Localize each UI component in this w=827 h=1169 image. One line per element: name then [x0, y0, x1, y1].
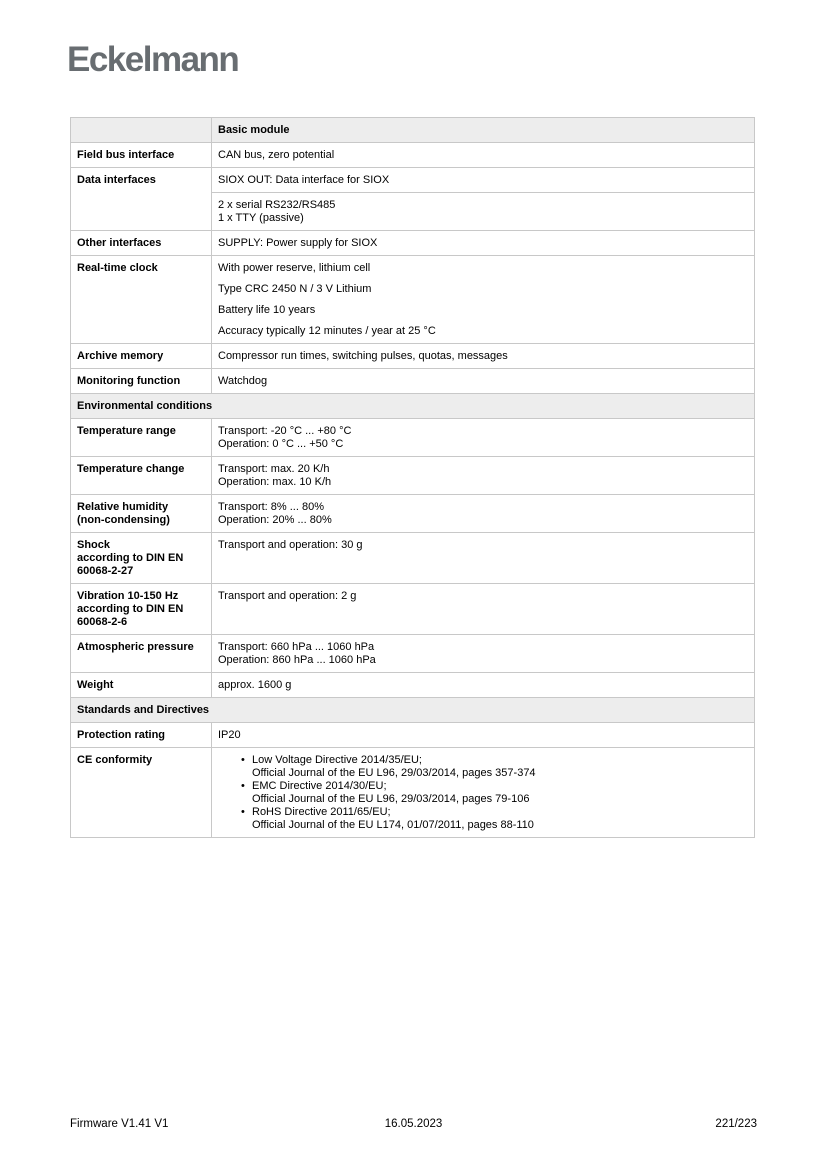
table-row-relative-humidity	[71, 495, 755, 533]
page-footer	[70, 1118, 757, 1130]
row-label: Real-time clock	[71, 256, 212, 344]
label-line: 60068-2-27	[77, 565, 134, 577]
table-row-temperature-change	[71, 457, 755, 495]
table-row-vibration	[71, 584, 755, 635]
row-label: Monitoring function	[71, 369, 212, 394]
table-row-other-interfaces	[71, 231, 755, 256]
table-row-monitoring-function	[71, 369, 755, 394]
row-value: SUPPLY: Power supply for SIOX	[212, 231, 755, 256]
table-row-data-interfaces	[71, 168, 755, 193]
row-label: Archive memory	[71, 344, 212, 369]
label-line: according to DIN EN	[77, 603, 184, 615]
table-row-protection-rating	[71, 723, 755, 748]
row-label	[71, 495, 212, 533]
value-line: Transport: 8% ... 80%	[218, 501, 324, 513]
value-paragraph: Accuracy typically 12 minutes / year at 25 °C	[218, 325, 436, 337]
bullet-line: Official Journal of the EU L174, 01/07/2011, pages 88-110	[252, 819, 534, 831]
table-header-row	[71, 118, 755, 143]
value-line: 2 x serial RS232/RS485	[218, 199, 336, 211]
bullet-line: Official Journal of the EU L96, 29/03/2014, pages 79-106	[252, 793, 530, 805]
value-line: Operation: 20% ... 80%	[218, 514, 332, 526]
label-line: Relative humidity	[77, 501, 169, 513]
list-item	[241, 806, 748, 832]
table-row-archive-memory	[71, 344, 755, 369]
table-header-empty-cell	[71, 118, 212, 143]
row-value	[212, 635, 755, 673]
bullet-line: • EMC Directive 2014/30/EU;	[252, 780, 387, 792]
value-line: Operation: 0 °C ... +50 °C	[218, 438, 344, 450]
bullet-line: • Low Voltage Directive 2014/35/EU;	[252, 754, 422, 766]
row-value	[212, 748, 755, 838]
bullet-line: Official Journal of the EU L96, 29/03/2014, pages 357-374	[252, 767, 536, 779]
value-line: Transport: 660 hPa ... 1060 hPa	[218, 641, 375, 653]
spec-table	[70, 117, 755, 838]
list-item	[241, 754, 748, 780]
table-row-weight	[71, 673, 755, 698]
table-row-ce-conformity	[71, 748, 755, 838]
row-value: Transport and operation: 30 g	[212, 533, 755, 584]
footer-page-number: 221/223	[715, 1118, 757, 1130]
row-value: approx. 1600 g	[212, 673, 755, 698]
table-header-basic-module: Basic module	[212, 118, 755, 143]
row-label: Temperature change	[71, 457, 212, 495]
section-row-standards-and-directives	[71, 698, 755, 723]
value-line: 1 x TTY (passive)	[218, 212, 304, 224]
row-value	[212, 193, 755, 231]
section-row-environmental-conditions	[71, 394, 755, 419]
row-label: Field bus interface	[71, 143, 212, 168]
brand-logo: Eckelmann	[67, 40, 239, 79]
row-label: Temperature range	[71, 419, 212, 457]
row-value	[212, 457, 755, 495]
ce-directives-list	[241, 754, 748, 832]
label-line: (non-condensing)	[77, 514, 170, 526]
value-line: Operation: max. 10 K/h	[218, 476, 332, 488]
list-item	[241, 780, 748, 806]
row-value	[212, 256, 755, 344]
label-line: according to DIN EN	[77, 552, 184, 564]
row-value	[212, 419, 755, 457]
value-line: Transport: max. 20 K/h	[218, 463, 330, 475]
table-row-shock	[71, 533, 755, 584]
label-line: Shock	[77, 539, 111, 551]
label-line: 60068-2-6	[77, 616, 128, 628]
row-label: Atmospheric pressure	[71, 635, 212, 673]
table-row-atmospheric-pressure	[71, 635, 755, 673]
bullet-line: • RoHS Directive 2011/65/EU;	[252, 806, 391, 818]
footer-firmware-version: Firmware V1.41 V1	[70, 1118, 169, 1130]
row-label: CE conformity	[71, 748, 212, 838]
section-title: Standards and Directives	[71, 698, 755, 723]
value-paragraph: Type CRC 2450 N / 3 V Lithium	[218, 283, 372, 295]
value-paragraph: Battery life 10 years	[218, 304, 316, 316]
table-row-field-bus-interface	[71, 143, 755, 168]
row-value: CAN bus, zero potential	[212, 143, 755, 168]
row-label	[71, 584, 212, 635]
row-value: Transport and operation: 2 g	[212, 584, 755, 635]
row-label: Weight	[71, 673, 212, 698]
row-label: Data interfaces	[71, 168, 212, 231]
row-label: Other interfaces	[71, 231, 212, 256]
table-row-temperature-range	[71, 419, 755, 457]
row-value	[212, 495, 755, 533]
table-row-real-time-clock	[71, 256, 755, 344]
row-label	[71, 533, 212, 584]
footer-date: 16.05.2023	[384, 1118, 443, 1130]
row-label: Protection rating	[71, 723, 212, 748]
value-paragraph: With power reserve, lithium cell	[218, 262, 371, 274]
row-value: Watchdog	[212, 369, 755, 394]
row-value: SIOX OUT: Data interface for SIOX	[212, 168, 755, 193]
value-line: Transport: -20 °C ... +80 °C	[218, 425, 352, 437]
row-value: Compressor run times, switching pulses, quotas, messages	[212, 344, 755, 369]
row-value: IP20	[212, 723, 755, 748]
section-title: Environmental conditions	[71, 394, 755, 419]
label-line: Vibration 10-150 Hz	[77, 590, 179, 602]
value-line: Operation: 860 hPa ... 1060 hPa	[218, 654, 376, 666]
